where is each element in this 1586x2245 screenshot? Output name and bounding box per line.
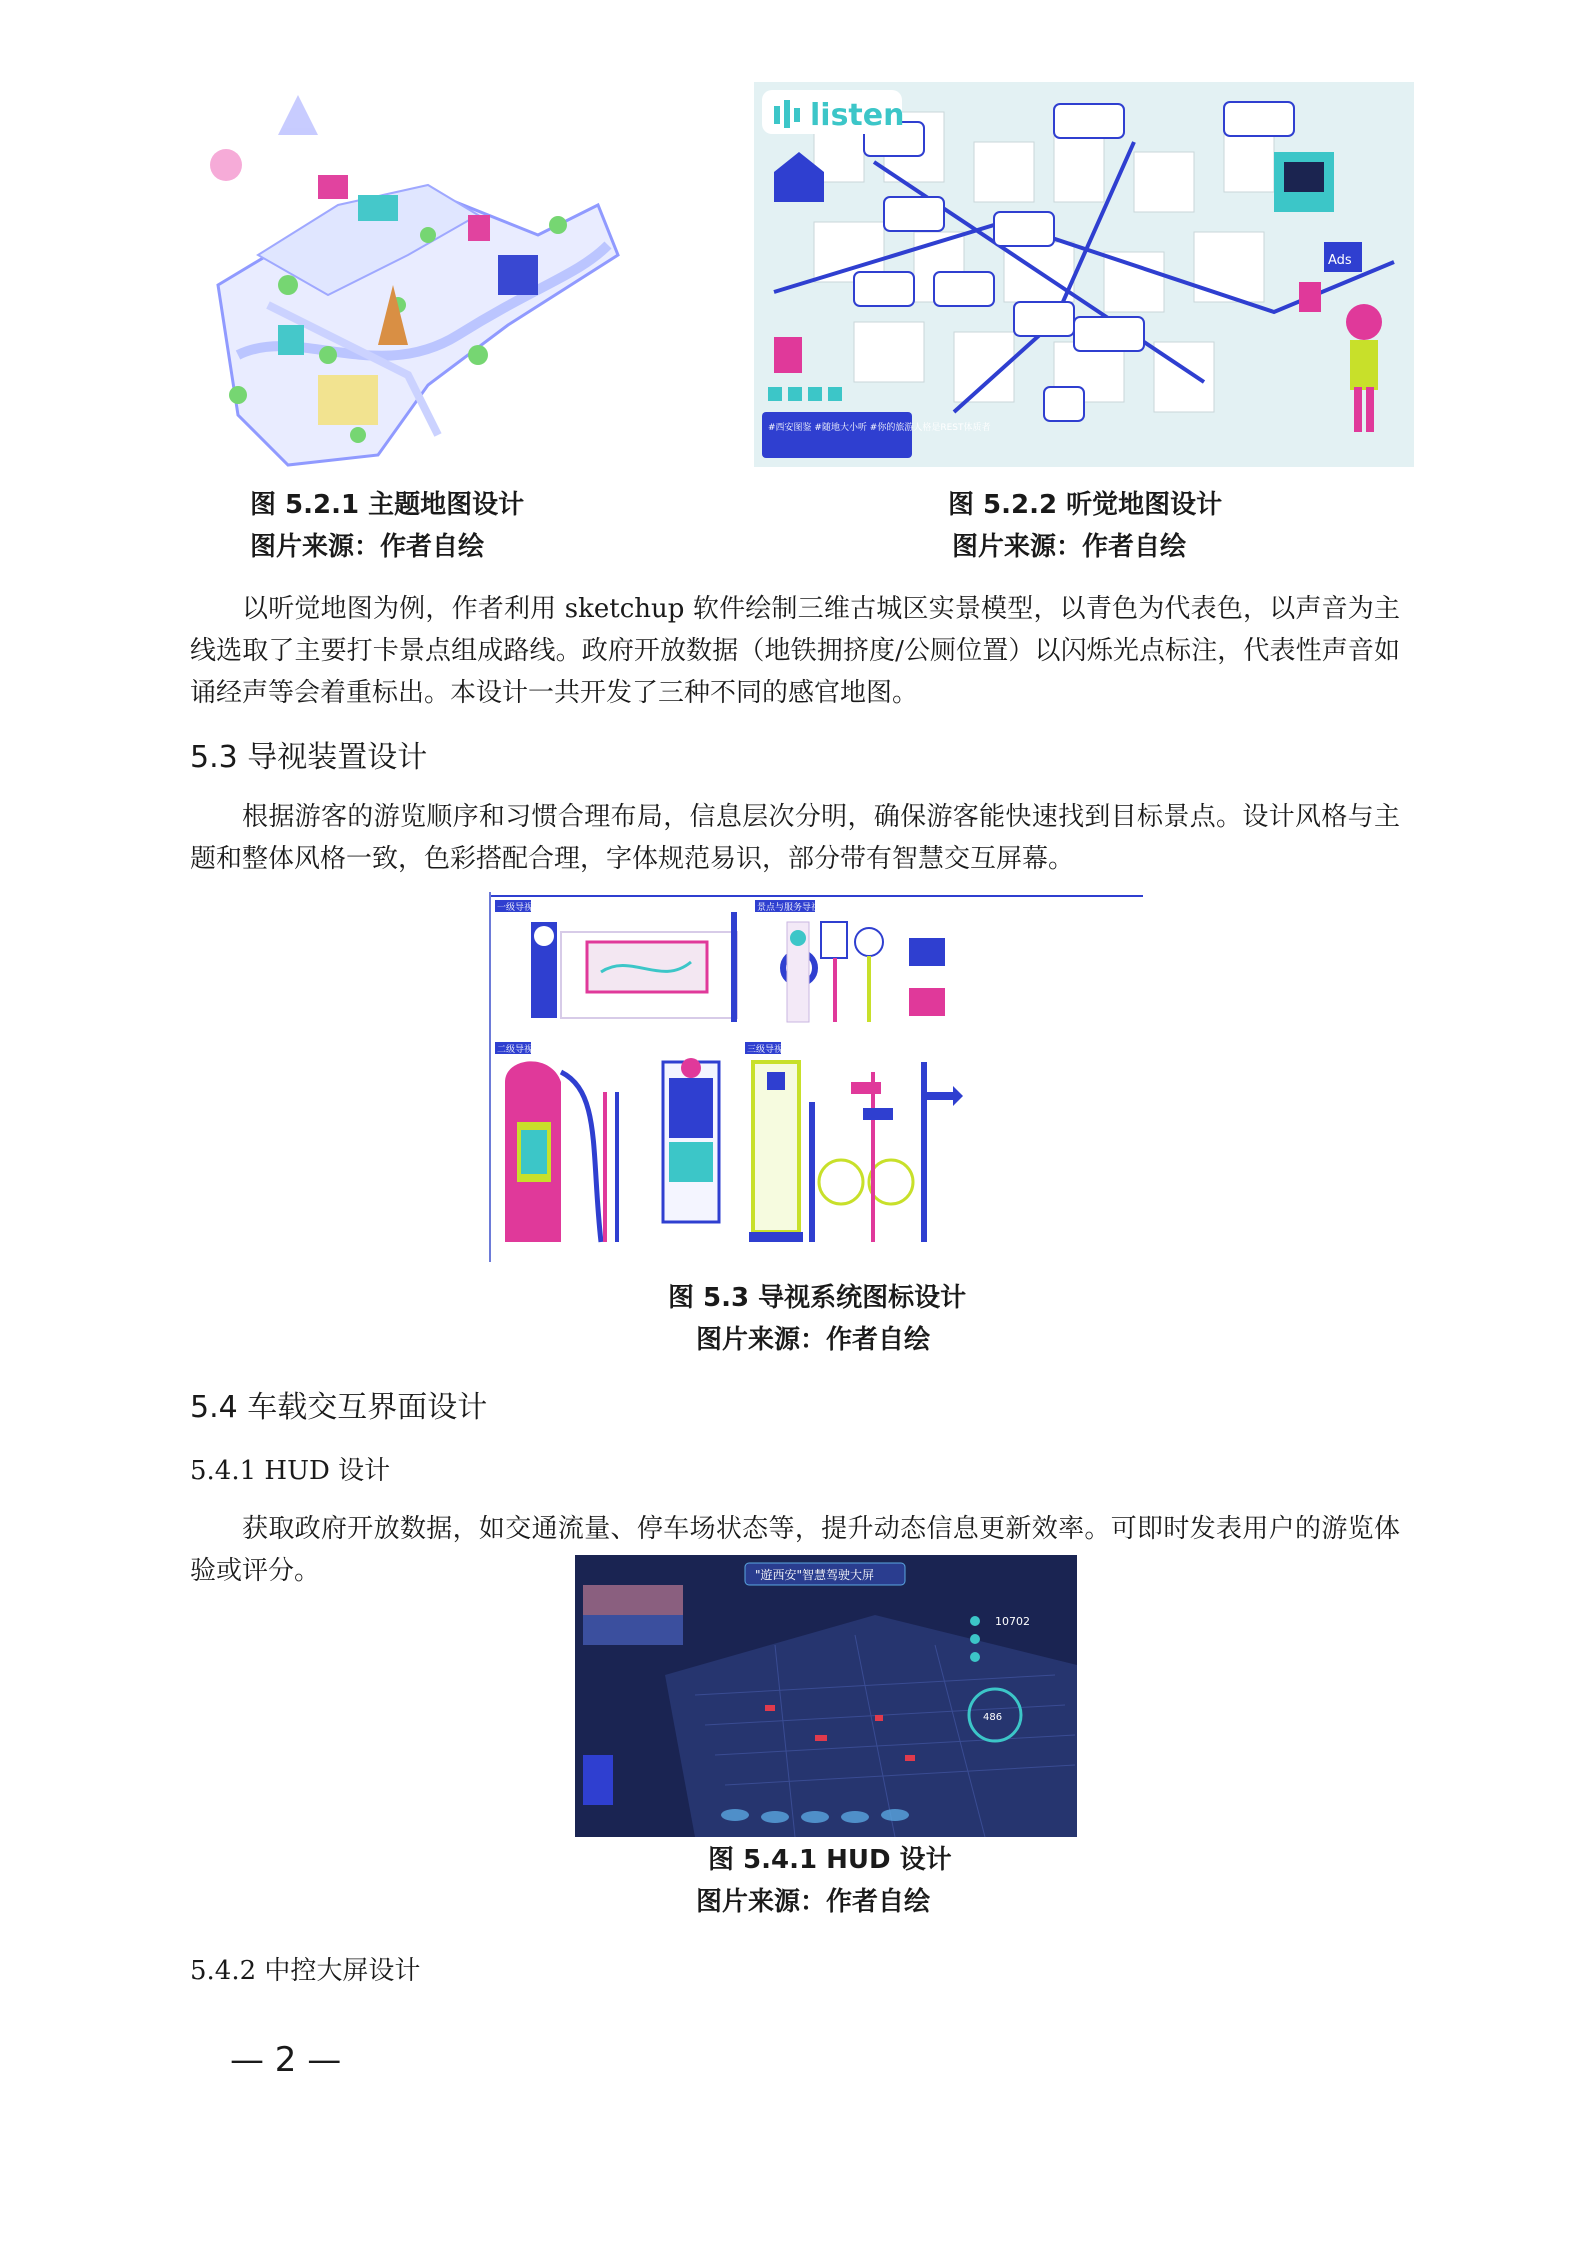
page-number: — 2 — (230, 2040, 342, 2080)
fig-5-2-2-source: 图片来源：作者自绘 (952, 532, 1187, 562)
ads-sign-text: Ads (1328, 253, 1352, 268)
paragraph-wayfinding: 根据游客的游览顺序和习惯合理布局，信息层次分明，确保游客能快速找到目标景点。设计风格与主题和整体风格一致，色彩搭配合理，字体规范易识，部分带有智慧交互屏幕。 (190, 802, 1400, 874)
panel-label-level2: 二级导视 (497, 1045, 534, 1055)
subsection-heading-5-4-1: 5.4.1 HUD 设计 (190, 1456, 391, 1486)
subsection-heading-5-4-2: 5.4.2 中控大屏设计 (190, 1956, 421, 1986)
panel-label-scenic: 景点与服务导视 (757, 903, 821, 913)
fig-5-3-source: 图片来源：作者自绘 (696, 1325, 931, 1355)
fig-5-2-1-caption: 图 5.2.1 主题地图设计 (250, 490, 525, 520)
paragraph-hud: 获取政府开放数据，如交通流量、停车场状态等，提升动态信息更新效率。可即时发表用户的游览体验或评分。 (190, 1514, 1400, 1586)
hud-screen-title: "遊西安"智慧驾驶大屏 (755, 1568, 875, 1582)
panel-label-level3: 三级导视 (747, 1045, 784, 1055)
panel-label-level1: 一级导视 (497, 903, 534, 913)
fig-5-2-1-source: 图片来源：作者自绘 (250, 532, 485, 562)
wayfinding-signage-figure (489, 892, 1143, 1262)
auditory-map-figure (754, 82, 1414, 467)
fig-5-4-1-caption: 图 5.4.1 HUD 设计 (708, 1845, 952, 1875)
section-heading-5-4: 5.4 车载交互界面设计 (190, 1390, 488, 1425)
paragraph-auditory-map: 以听觉地图为例，作者利用 sketchup 软件绘制三维古城区实景模型，以青色为代表色，以声音为主线选取了主要打卡景点组成路线。政府开放数据（地铁拥挤度/公厕位置）以闪烁光点标注，代表性声音如诵经声等会着重标出。本设计一共开发了三种不同的感官地图。 (190, 594, 1400, 708)
hud-metric-circle: 486 (983, 1712, 1003, 1723)
hashtag-text: #西安图鉴 #随地大小听 #你的旅游人格是REST体质者 (768, 423, 991, 433)
hud-metric-top: 10702 (995, 1615, 1030, 1628)
fig-5-3-caption: 图 5.3 导视系统图标设计 (668, 1283, 967, 1313)
listen-logo-text: listen (810, 98, 905, 133)
hud-screen-figure (575, 1555, 1077, 1837)
theme-map-figure (178, 55, 638, 485)
fig-5-4-1-source: 图片来源：作者自绘 (696, 1887, 931, 1917)
fig-5-2-2-caption: 图 5.2.2 听觉地图设计 (948, 490, 1223, 520)
section-heading-5-3: 5.3 导视装置设计 (190, 740, 428, 775)
